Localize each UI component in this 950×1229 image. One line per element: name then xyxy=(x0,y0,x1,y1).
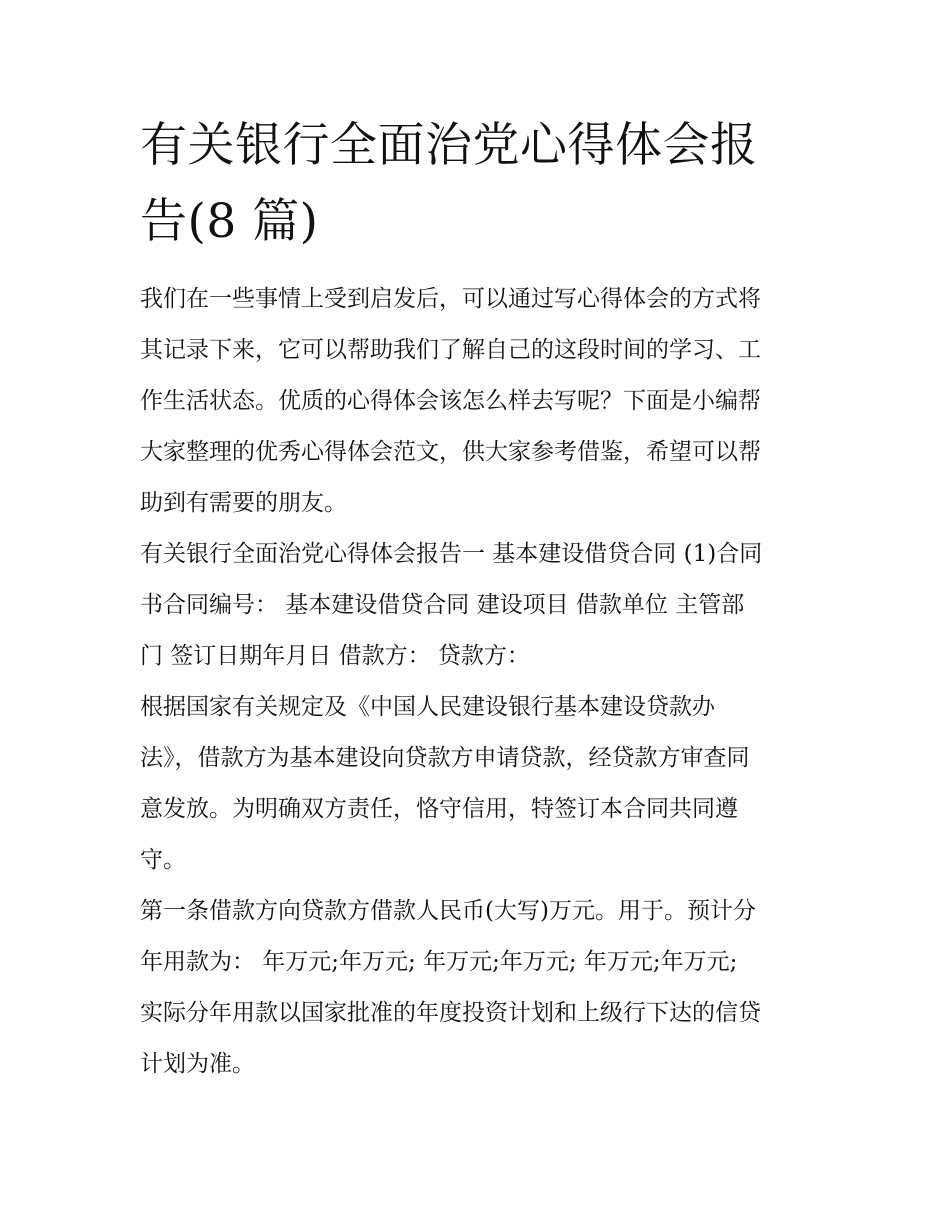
text-line: 门 签订日期年月日 借款方： 贷款方： xyxy=(140,643,530,669)
text-line: 实际分年用款以国家批准的年度投资计划和上级行下达的信贷 xyxy=(140,1000,761,1026)
text-line: 书合同编号： 基本建设借贷合同 建设项目 借款单位 主管部 xyxy=(140,592,745,618)
text-line: 有关银行全面治党心得体会报告一 基本建设借贷合同 (1)合同 xyxy=(140,541,763,567)
text-line: 年用款为： 年万元;年万元; 年万元;年万元; 年万元;年万元; xyxy=(140,949,738,975)
text-line: 根据国家有关规定及《中国人民建设银行基本建设贷款办 xyxy=(140,694,715,720)
text-line: 法》，借款方为基本建设向贷款方申请贷款，经贷款方审查同 xyxy=(140,745,750,771)
contract-preamble-paragraph xyxy=(140,682,815,886)
actual-usage-paragraph xyxy=(140,988,815,1090)
text-line: 大家整理的优秀心得体会范文，供大家参考借鉴，希望可以帮 xyxy=(140,439,761,465)
text-line: 助到有需要的朋友。 xyxy=(140,490,347,516)
report-one-heading-paragraph xyxy=(140,529,815,682)
intro-paragraph xyxy=(140,274,815,529)
title-line: 有关银行全面治党心得体会报 xyxy=(140,118,758,173)
document-title xyxy=(140,108,815,260)
text-line: 我们在一些事情上受到启发后，可以通过写心得体会的方式将 xyxy=(140,286,761,312)
text-line: 守。 xyxy=(140,847,186,873)
text-line: 其记录下来，它可以帮助我们了解自己的这段时间的学习、工 xyxy=(140,337,761,363)
title-line: 告(8 篇) xyxy=(140,194,319,249)
text-line: 计划为准。 xyxy=(140,1051,255,1077)
text-line: 第一条借款方向贷款方借款人民币(大写)万元。用于。预计分 xyxy=(140,898,756,924)
text-line: 作生活状态。优质的心得体会该怎么样去写呢？下面是小编帮 xyxy=(140,388,761,414)
document-body xyxy=(140,108,815,1090)
text-line: 意发放。为明确双方责任，恪守信用，特签订本合同共同遵 xyxy=(140,796,738,822)
article-one-paragraph xyxy=(140,886,815,988)
